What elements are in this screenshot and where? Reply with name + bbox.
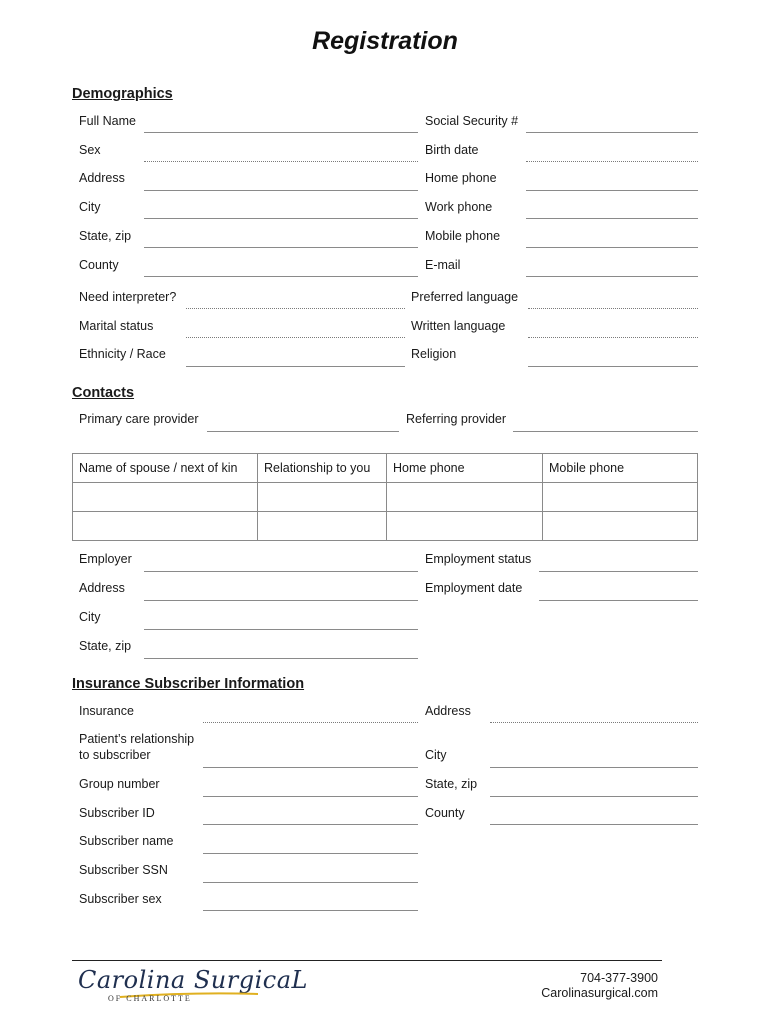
written-language-field[interactable] (528, 337, 698, 338)
insurance-field[interactable] (203, 722, 418, 723)
table-cell[interactable] (387, 512, 543, 541)
table-cell[interactable] (73, 483, 258, 512)
county-field[interactable] (144, 276, 418, 277)
table-cell[interactable] (258, 512, 387, 541)
home-phone-label: Home phone (425, 171, 497, 185)
subscriber-id-field[interactable] (203, 824, 418, 825)
ethnicity-field[interactable] (186, 366, 405, 367)
section-insurance: Insurance Subscriber Information (72, 676, 305, 692)
religion-label: Religion (411, 347, 457, 361)
work-phone-label: Work phone (425, 200, 493, 214)
referring-provider-label: Referring provider (406, 412, 507, 426)
employer-label: Employer (79, 552, 132, 566)
ssn-field[interactable] (526, 132, 698, 133)
religion-field[interactable] (528, 366, 698, 367)
employer-city-label: City (79, 610, 101, 624)
table-cell[interactable] (73, 512, 258, 541)
home-phone-field[interactable] (526, 190, 698, 191)
group-number-label: Group number (79, 777, 160, 791)
full-name-field[interactable] (144, 132, 418, 133)
employer-address-label: Address (79, 581, 125, 595)
relationship-label-line1: Patient’s relationship (79, 732, 195, 746)
column-header-home-phone: Home phone (387, 454, 543, 483)
work-phone-field[interactable] (526, 218, 698, 219)
primary-care-label: Primary care provider (79, 412, 199, 426)
sex-label: Sex (79, 143, 101, 157)
insurance-address-label: Address (425, 704, 471, 718)
ethnicity-label: Ethnicity / Race (79, 347, 166, 361)
table-row (73, 512, 698, 541)
subscriber-name-label: Subscriber name (79, 834, 174, 848)
state-zip-label: State, zip (79, 229, 132, 243)
table-cell[interactable] (543, 512, 698, 541)
city-field[interactable] (144, 218, 418, 219)
relationship-label-line2: to subscriber (79, 748, 151, 762)
primary-care-field[interactable] (207, 431, 399, 432)
email-label: E-mail (425, 258, 461, 272)
employer-field[interactable] (144, 571, 418, 572)
address-field[interactable] (144, 190, 418, 191)
mobile-phone-label: Mobile phone (425, 229, 501, 243)
insurance-label: Insurance (79, 704, 134, 718)
employment-status-label: Employment status (425, 552, 532, 566)
table-cell[interactable] (543, 483, 698, 512)
subscriber-name-field[interactable] (203, 853, 418, 854)
employer-state-zip-label: State, zip (79, 639, 132, 653)
full-name-label: Full Name (79, 114, 136, 128)
table-cell[interactable] (387, 483, 543, 512)
logo-subtitle: OF CHARLOTTE (108, 994, 192, 1003)
table-header-row (73, 454, 698, 483)
insurance-address-field[interactable] (490, 722, 698, 723)
referring-provider-field[interactable] (513, 431, 698, 432)
need-interpreter-field[interactable] (186, 308, 405, 309)
need-interpreter-label: Need interpreter? (79, 290, 177, 304)
address-label: Address (79, 171, 125, 185)
employer-city-field[interactable] (144, 629, 418, 630)
employment-date-label: Employment date (425, 581, 523, 595)
employment-status-field[interactable] (539, 571, 698, 572)
subscriber-sex-field[interactable] (203, 910, 418, 911)
marital-status-label: Marital status (79, 319, 154, 333)
preferred-language-field[interactable] (528, 308, 698, 309)
table-cell[interactable] (258, 483, 387, 512)
birth-date-field[interactable] (526, 161, 698, 162)
marital-status-field[interactable] (186, 337, 405, 338)
insurance-city-label: City (425, 748, 447, 762)
table-row (73, 483, 698, 512)
preferred-language-label: Preferred language (411, 290, 519, 304)
subscriber-sex-label: Subscriber sex (79, 892, 162, 906)
subscriber-ssn-field[interactable] (203, 882, 418, 883)
state-zip-field[interactable] (144, 247, 418, 248)
column-header-relationship: Relationship to you (258, 454, 387, 483)
sex-field[interactable] (144, 161, 418, 162)
section-demographics: Demographics (72, 86, 173, 102)
written-language-label: Written language (411, 319, 506, 333)
birth-date-label: Birth date (425, 143, 479, 157)
county-label: County (79, 258, 119, 272)
column-header-name: Name of spouse / next of kin (73, 454, 258, 483)
employer-address-field[interactable] (144, 600, 418, 601)
mobile-phone-field[interactable] (526, 247, 698, 248)
relationship-field[interactable] (203, 767, 418, 768)
page-title: Registration (312, 27, 458, 55)
footer-phone: 704-377-3900 (580, 971, 658, 985)
next-of-kin-table (72, 453, 698, 541)
insurance-city-field[interactable] (490, 767, 698, 768)
insurance-state-zip-field[interactable] (490, 796, 698, 797)
email-field[interactable] (526, 276, 698, 277)
insurance-county-label: County (425, 806, 465, 820)
subscriber-ssn-label: Subscriber SSN (79, 863, 168, 877)
group-number-field[interactable] (203, 796, 418, 797)
footer-rule (72, 960, 662, 961)
column-header-mobile-phone: Mobile phone (543, 454, 698, 483)
logo: Carolina SurgicaL (78, 966, 308, 994)
footer-website[interactable]: Carolinasurgical.com (541, 986, 658, 1000)
section-contacts: Contacts (72, 385, 135, 401)
employment-date-field[interactable] (539, 600, 698, 601)
ssn-label: Social Security # (425, 114, 519, 128)
insurance-county-field[interactable] (490, 824, 698, 825)
insurance-state-zip-label: State, zip (425, 777, 478, 791)
employer-state-zip-field[interactable] (144, 658, 418, 659)
city-label: City (79, 200, 101, 214)
subscriber-id-label: Subscriber ID (79, 806, 155, 820)
